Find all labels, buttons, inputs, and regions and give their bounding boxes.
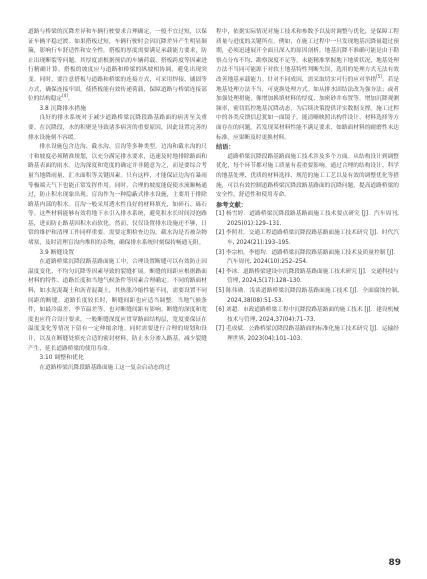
left-column [28,28,207,373]
reference-item: [6] 刘超．市政道路桥梁工程中沉降段路基路面的施工技术 [J]．建设机械技术与管理, 2024,37(04):71–73. [216,307,399,323]
reference-item: [2] 李照君，交通工程道路桥梁沉降段路基路面施工技术研究 [J]．时代汽车, 2024(21):193–195. [216,230,399,247]
right-column [216,28,399,345]
paragraph-3-10: 在道路桥梁沉降段路基路面施工这一复杂启动态的过 [39,364,171,371]
page-number: 89 [388,558,401,568]
reference-list [216,210,399,344]
reference-item: [7] 毛成斌．公路桥梁沉降段路基路面的标准化施工技术研究 [J]．运输经理世界, 2023(04):101–103. [216,326,399,342]
reference-item: [5] 陈伟勋．浅谈道路桥梁沉降段路基路面施工技术 [J]．全面腐蚀控制, 2024,38(08):51–53. [216,288,399,304]
section-heading-3-10: 3.10 调整和优化 [39,355,84,362]
reference-item: [4] 李冰．道路桥梁建设中沉降段路基路面施工技术研究 [J]．交通科技与管理, 2024,5(17):128–130. [216,268,399,285]
citation-4: [4] [62,93,68,99]
section-heading-3-8: 3.8 沉降排水措施 [39,105,86,112]
conclusion-paragraph: 道路桥梁沉降段路基路面施工技术涉及多个方面。从结构设计到调整优化，每个环节都对施工质量有着重要影响。通过合理的结构设计、科学的地基处理、优质的材料选择、规范的施工工艺以及有效的调整优化等措施，可以有效控制道路桥梁沉降段路基路面的沉降问题，提高道路桥梁的安全性、舒适性和使用寿命。 [216,153,399,199]
paragraph-3-10-continued: 程中，依据实际情况对施工技术和参数予以及时调整与优化，是保障工程质量与进度的关键所在。例如，在施工过程中一旦发现地基沉降量超过预期，必须迅速展开全面且深入的原因剖析。地基沉降不准确可能是由于勘察点分布不均、勘察深度不足等，未能精准掌握地下地质状况，地基处理方法不当同可能源于对软土地基特性判断失误，选用的处理方式无法有效改善地基承载能力。针对不同成因，需采取切实可行的应对举措[5]。若是地基处理方法不当，可更换处理方式。如从排水固结法改为强夯法；或者加强处理措施，像增加换填材料的厚度、加密砂井布置等，增加沉降观测频率，密切监控地基沉降动态，为后续决策提供详实数据支撑。施工过程中的各类反馈信息犹如一面镜子，能清晰映照出构件设计、材料选择等方面存在的问题。若发现某材料性能不满足要求，如路面材料的耐磨性未达标准，应果断及时更换材料。 [216,29,400,141]
conclusion-heading: 结语： [216,144,235,152]
references-heading: 参考文献： [216,201,247,209]
paragraph-3-9: 在道路桥梁沉降段路基路面施工中，合理设置断缝可以有效防止因温度变化、不均匀沉降等因素导致的裂缝扩展。断缝的间距应根据路面材料的特性、道路长度和当地气候条件等因素合理确定。不同的路面材料，如水泥混凝土和沥青混凝土，其热胀冷缩性能不同，需要设置不同间距的断缝。道路长度较长时，断缝间距也应适当调整。当地气候条件，如最冷温差、季节温差等，也对断缝间距有影响。断缝的深度和宽度也应符合设计要求，一般断缝深度应贯穿路面结构层，宽度要保证在温度变化等情况下留有一定伸缩余地。同时需要进行合理的规划和设计，以及在断缝处填充合适的密封材料，防止水分渗入路基，减少裂缝产生，延长道路桥梁的使用寿命。 [28,259,207,352]
section-heading-3-9: 3.9 断缝设置 [39,249,75,256]
paragraph-3-8-a: 良好的排水系统对于减少道路桥梁沉降段路基路面的病害至关重要。在沉降段，水的积聚是导致诸多病害的重要原因，因此设置完善的排水设施刻不容缓。 [28,115,207,141]
reference-item: [3] 李宗柏，李德均．道路桥梁沉降段路基路面施工技术及质量控制 [J]．汽车周刊, 2024(10):252–254. [216,249,399,266]
citation-5: [5] [376,74,382,80]
reference-item: [1] 杨雪婷．道路桥梁沉降段路基路面施工技术要点研究 [J]．汽车周刊, 2025(01):129–131. [216,211,399,227]
intro-paragraph: 道路与桥梁的沉降差异和车辆行驶要求合理确定，一般不宜过短，以保证车辆平稳过渡。如果搭板过短，车辆行驶时会因沉降差异产生明显颠簸，影响行车舒适性和安全性。搭板的厚度需要满足承载能力要求，防止出现断裂等问题。其厚度需根据预估的车辆荷载、搭板跨度等因素进行精确计算。搭板的坡度应与道路和桥梁的纵坡相协调，避免出现突变。同时，要注意搭板与道路和桥梁的连接方式，可采用焊接、铺固等方式，确保连接牢固，使搭板能有效传递荷载，保障道路与桥梁连接部位的结构稳定[4]。 [28,29,207,103]
paragraph-3-8-b: 排水设施包含边沟、截水沟、盲沟等多种类型。边沟和截水沟的尺寸和坡度必须精准规划，以充分满足排水要求，迅速及时地排除路面和路基表面的雨水。边沟深度和宽度的确定并非随意为之，而是要综合考量当地降雨量、汇水面积等关键因素。只有这样，才能保证边沟在暴雨等极端天气下也能正常发挥作用。同时，合理的坡度能促使水流顺畅通过，防止积水现象出现。盲沟作为一种隐蔽式排水设施，主要用于排除路基内部的积水。盲沟一般采用透水性良好的材料填充，如碎石、砾石等。这些材料能够有效将地下水引入排水系统，避免积水长时间浸泡路基，进而防止路基因积水而软化。然而，仅仅设置排水设施还不够，日常的维护和清理工作同样重要。需要定期检查边沟，截水沟是否被杂物堵塞，及时清理盲沟内堆积的杂物，确保排水系统时刻保持畅通无阻。 [28,144,207,247]
